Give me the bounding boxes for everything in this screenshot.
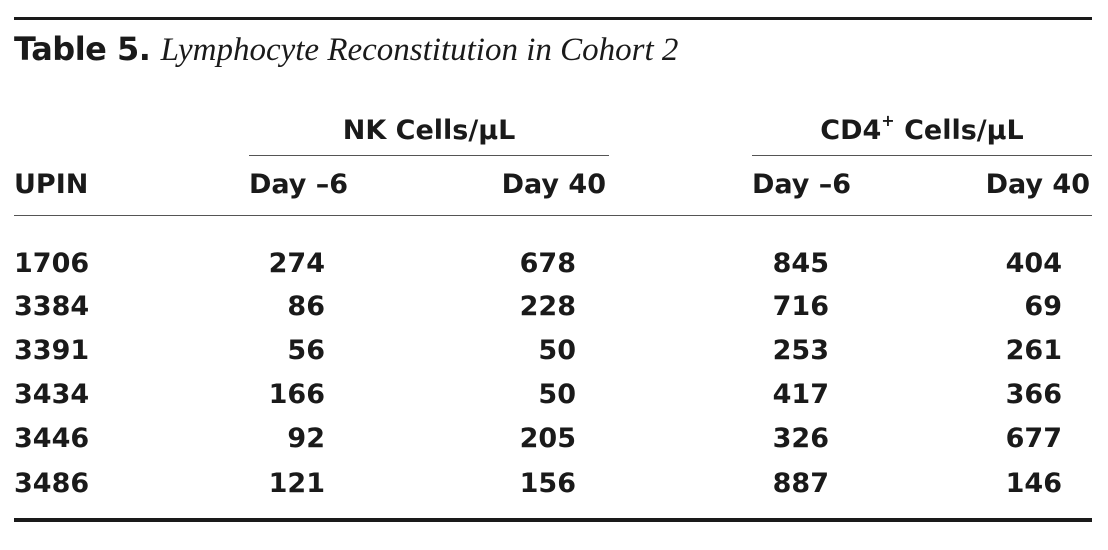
cell-cd4-d6: 253 xyxy=(772,335,829,366)
header-divider xyxy=(14,215,1092,216)
table-bottom-rule xyxy=(14,518,1092,522)
col-header-cd4-day40: Day 40 xyxy=(985,169,1090,200)
cell-upin: 3384 xyxy=(14,291,90,322)
cell-cd4-d40: 677 xyxy=(1005,423,1062,454)
cell-cd4-d40: 146 xyxy=(1005,468,1062,499)
cell-upin: 1706 xyxy=(14,248,90,279)
group-header-nk: NK Cells/µL xyxy=(342,115,516,146)
group-header-cd4 xyxy=(752,111,1092,148)
cell-upin: 3486 xyxy=(14,468,90,499)
cell-cd4-d40: 69 xyxy=(1024,291,1062,322)
cell-nk-d40: 205 xyxy=(519,423,576,454)
cell-nk-d6: 274 xyxy=(268,248,325,279)
cell-nk-d6: 56 xyxy=(287,335,325,366)
col-header-upin: UPIN xyxy=(14,169,89,200)
cell-cd4-d6: 887 xyxy=(772,468,829,499)
cell-nk-d40: 50 xyxy=(538,379,576,410)
cell-upin: 3391 xyxy=(14,335,90,366)
col-header-cd4-day-minus6: Day –6 xyxy=(752,169,852,200)
cell-nk-d6: 86 xyxy=(287,291,325,322)
table-number: Table 5. xyxy=(14,30,151,68)
cell-nk-d6: 92 xyxy=(287,423,325,454)
table-caption: Lymphocyte Reconstitution in Cohort 2 xyxy=(160,32,679,68)
table-top-rule xyxy=(14,17,1092,20)
cell-cd4-d6: 326 xyxy=(772,423,829,454)
cell-nk-d40: 678 xyxy=(519,248,576,279)
group-header-cd4-sup: + xyxy=(881,111,895,130)
cell-nk-d40: 156 xyxy=(519,468,576,499)
cell-nk-d6: 121 xyxy=(268,468,325,499)
cell-nk-d6: 166 xyxy=(268,379,325,410)
group-header-cd4-main: CD4 xyxy=(820,115,882,146)
table-title xyxy=(14,28,678,71)
cell-cd4-d6: 845 xyxy=(772,248,829,279)
cell-cd4-d40: 366 xyxy=(1005,379,1062,410)
cell-cd4-d6: 716 xyxy=(772,291,829,322)
cell-upin: 3434 xyxy=(14,379,90,410)
cell-nk-d40: 50 xyxy=(538,335,576,366)
cell-nk-d40: 228 xyxy=(519,291,576,322)
group-underline-cd4 xyxy=(752,155,1092,156)
cell-cd4-d40: 261 xyxy=(1005,335,1062,366)
cell-cd4-d40: 404 xyxy=(1005,248,1062,279)
group-header-cd4-rest: Cells/µL xyxy=(894,115,1024,146)
group-underline-nk xyxy=(249,155,609,156)
col-header-nk-day40: Day 40 xyxy=(501,169,606,200)
cell-cd4-d6: 417 xyxy=(772,379,829,410)
col-header-nk-day-minus6: Day –6 xyxy=(249,169,349,200)
cell-upin: 3446 xyxy=(14,423,90,454)
